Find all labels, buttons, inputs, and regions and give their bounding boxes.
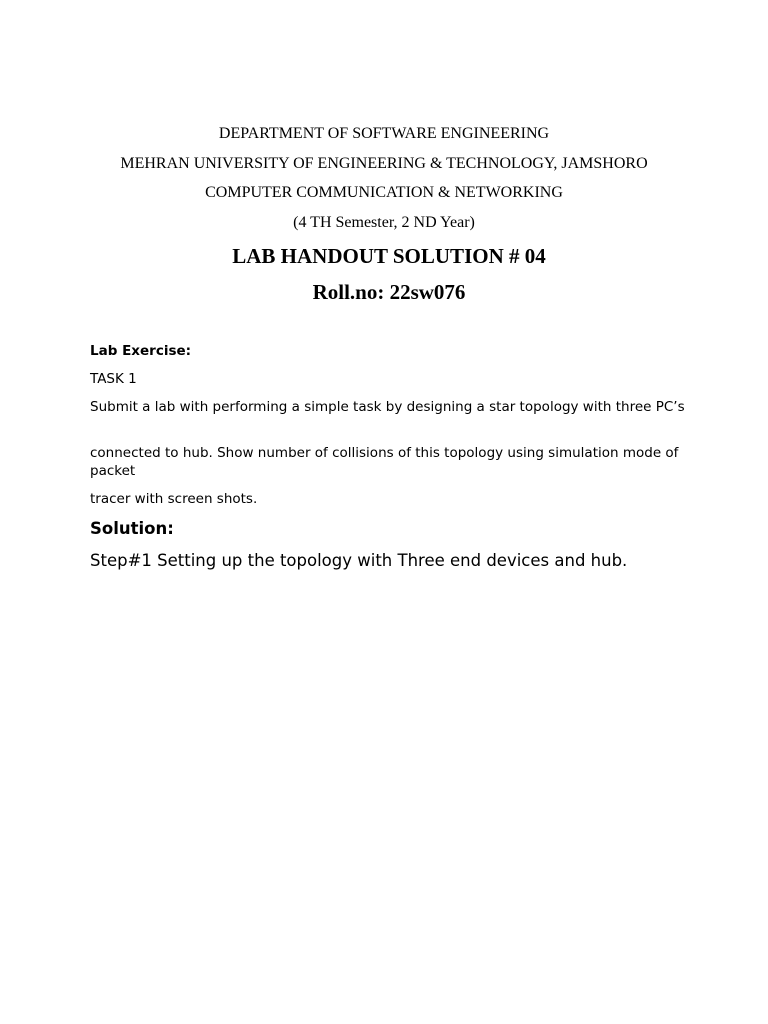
university-line: MEHRAN UNIVERSITY OF ENGINEERING & TECHNOLOGY, JAMSHORO [120, 154, 648, 172]
department-line: DEPARTMENT OF SOFTWARE ENGINEERING [218, 125, 550, 142]
solution-heading: Solution: [90, 519, 174, 538]
handout-title: LAB HANDOUT SOLUTION # 04 [232, 244, 546, 268]
step-1-text: Step#1 Setting up the topology with Three end devices and hub. [90, 551, 628, 570]
exercise-paragraph-3: tracer with screen shots. [90, 491, 258, 507]
lab-exercise-heading: Lab Exercise: [90, 343, 192, 359]
task-label: TASK 1 [90, 371, 137, 387]
document-header [0, 124, 768, 243]
exercise-paragraph-2: connected to hub. Show number of collisions of this topology using simulation mode of packet [90, 445, 679, 479]
semester-line: (4 TH Semester, 2 ND Year) [293, 214, 475, 232]
exercise-paragraph-1: Submit a lab with performing a simple task by designing a star topology with three PC’s [90, 399, 685, 415]
roll-number: Roll.no: 22sw076 [312, 280, 466, 304]
course-line: COMPUTER COMMUNICATION & NETWORKING [205, 184, 563, 202]
